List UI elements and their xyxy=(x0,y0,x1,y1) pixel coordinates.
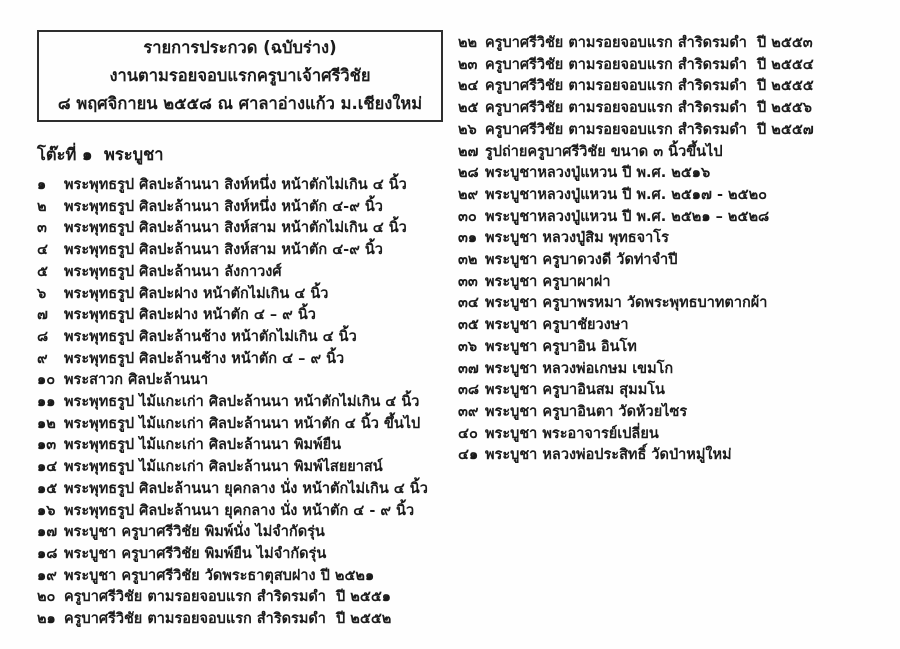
item-text: ครูบาศรีวิชัย ตามรอยจอบแรก สำริดรมดำ ปี ๒๕๕๕ xyxy=(485,78,814,95)
item-text: พระพุทธรูป ศิลปะล้านช้าง หน้าตักไม่เกิน ๔ นิ้ว xyxy=(64,328,357,345)
item-text: พระบูชาหลวงปู่แหวน ปี พ.ศ. ๒๕๑๗ - ๒๕๒๐ xyxy=(485,186,767,203)
list-item xyxy=(37,435,459,457)
item-text: พระบูชา หลวงปู่สิม พุทธจาโร xyxy=(485,230,669,247)
list-item xyxy=(37,566,459,588)
section-header-table-1: โต๊ะที่ ๑ พระบูชา xyxy=(37,145,164,164)
list-item xyxy=(458,207,896,229)
list-item xyxy=(37,175,459,197)
item-number: ๒๙ xyxy=(458,186,479,203)
list-item xyxy=(37,414,459,436)
item-number: ๑๓ xyxy=(37,437,57,454)
item-text: พระพุทธรูป ศิลปะล้านนา สิงห์หนึ่ง หน้าตักไม่เกิน ๔ นิ้ว xyxy=(64,177,407,193)
list-item xyxy=(37,522,459,544)
item-number: ๑๔ xyxy=(37,459,58,476)
list-item xyxy=(458,98,896,120)
list-item xyxy=(37,479,459,501)
list-item xyxy=(37,305,459,327)
item-text: พระบูชา ครูบาดวงดี วัดท่าจำปี xyxy=(485,252,678,269)
item-text: พระบูชา ครูบาศรีวิชัย วัดพระธาตุสบฝาง ปี ๒๕๒๑ xyxy=(64,567,375,584)
item-number: ๑๐ xyxy=(37,372,56,389)
list-item xyxy=(458,250,896,272)
list-item xyxy=(37,457,459,479)
right-column xyxy=(458,33,896,467)
item-text: พระพุทธรูป ไม้แกะเก่า ศิลปะล้านนา พิมพ์ไสยยาสน์ xyxy=(64,459,383,476)
item-number: ๔๐ xyxy=(458,425,478,442)
left-column xyxy=(37,143,459,631)
item-text: พระพุทธรูป ศิลปะฝาง หน้าตัก ๔ – ๙ นิ้ว xyxy=(64,307,316,324)
item-number: ๕ xyxy=(37,263,48,280)
list-item xyxy=(458,55,896,77)
item-text: ครูบาศรีวิชัย ตามรอยจอบแรก สำริดรมดำ ปี ๒๕๕๖ xyxy=(485,100,812,117)
item-number: ๒๒ xyxy=(458,35,478,51)
item-text: พระพุทธรูป ศิลปะล้านช้าง หน้าตัก ๔ – ๙ นิ้ว xyxy=(64,350,345,367)
item-number: ๒๘ xyxy=(458,165,479,182)
list-item xyxy=(458,185,896,207)
item-text: พระพุทธรูป ไม้แกะเก่า ศิลปะล้านนา หน้าตักไม่เกิน ๔ นิ้ว xyxy=(64,394,420,411)
list-item xyxy=(458,228,896,250)
list-item xyxy=(458,76,896,98)
list-item xyxy=(458,293,896,315)
item-text: พระบูชา ครูบาอินตา วัดห้วยไซร xyxy=(485,403,688,420)
item-number: ๖ xyxy=(37,285,47,302)
list-item xyxy=(37,349,459,371)
item-number: ๒ xyxy=(37,198,47,215)
list-item xyxy=(458,163,896,185)
item-text: พระพุทธรูป ไม้แกะเก่า ศิลปะล้านนา พิมพ์ยืน xyxy=(64,437,342,454)
item-text: พระบูชา หลวงพ่อประสิทธิ์ วัดป่าหมู่ใหม่ xyxy=(485,447,732,464)
item-text: พระพุทธรูป ไม้แกะเก่า ศิลปะล้านนา หน้าตัก ๔ นิ้ว ขึ้นไป xyxy=(64,415,421,432)
item-number: ๗ xyxy=(37,307,48,324)
item-number: ๓๖ xyxy=(458,338,478,355)
item-number: ๒๖ xyxy=(458,121,477,138)
item-number: ๑๙ xyxy=(37,567,57,584)
list-item xyxy=(458,445,896,467)
list-item xyxy=(37,262,459,284)
list-item xyxy=(37,501,459,523)
list-item xyxy=(37,609,459,631)
item-text: พระพุทธรูป ศิลปะล้านนา สิงห์หนึ่ง หน้าตัก ๔-๙ นิ้ว xyxy=(64,198,383,215)
list-item xyxy=(458,337,896,359)
item-text: พระสาวก ศิลปะล้านนา xyxy=(64,372,209,389)
item-text: พระพุทธรูป ศิลปะล้านนา ลังกาวงศ์ xyxy=(64,263,282,280)
item-number: ๒๗ xyxy=(458,143,479,160)
list-item xyxy=(458,120,896,142)
item-text: รูปถ่ายครูบาศรีวิชัย ขนาด ๓ นิ้วขึ้นไป xyxy=(485,143,723,160)
right-item-list xyxy=(458,33,896,467)
item-text: ครูบาศรีวิชัย ตามรอยจอบแรก สำริดรมดำ ปี ๒๕๕๒ xyxy=(64,611,392,628)
item-number: ๑๘ xyxy=(37,545,58,562)
item-number: ๑๖ xyxy=(37,502,56,519)
item-text: พระพุทธรูป ศิลปะล้านนา ยุคกลาง นั่ง หน้าตัก ๔ - ๙ นิ้ว xyxy=(64,502,415,519)
item-text: พระบูชาหลวงปู่แหวน ปี พ.ศ. ๒๕๑๖ xyxy=(485,165,711,182)
list-item xyxy=(37,197,459,219)
item-number: ๑๑ xyxy=(37,394,56,411)
item-number: ๙ xyxy=(37,350,48,367)
doc-title-line-3: ๘ พฤศจิกายน ๒๕๕๘ ณ ศาลาอ่างแก้ว ม.เชียงใหม่ xyxy=(57,94,423,113)
item-text: ครูบาศรีวิชัย ตามรอยจอบแรก สำริดรมดำ ปี ๒๕๕๔ xyxy=(485,56,814,73)
item-number: ๔ xyxy=(37,242,48,259)
item-number: ๒๓ xyxy=(458,56,478,73)
list-item xyxy=(37,392,459,414)
item-text: พระพุทธรูป ศิลปะล้านนา สิงห์สาม หน้าตัก ๔-๙ นิ้ว xyxy=(64,242,383,259)
list-item xyxy=(37,587,459,609)
item-text: พระบูชา ครูบาผาผ่า xyxy=(485,273,611,290)
item-number: ๘ xyxy=(37,328,49,345)
item-number: ๒๑ xyxy=(37,611,56,628)
list-item xyxy=(458,315,896,337)
item-text: พระบูชา ครูบาศรีวิชัย พิมพ์ยืน ไม่จำกัดรุ่น xyxy=(64,545,327,562)
item-text: ครูบาศรีวิชัย ตามรอยจอบแรก สำริดรมดำ ปี ๒๕๕๗ xyxy=(485,121,814,138)
list-item xyxy=(458,142,896,164)
item-text: พระบูชา ครูบาพรหมา วัดพระพุทธบาทตากผ้า xyxy=(485,295,768,312)
list-item xyxy=(37,218,459,240)
item-number: ๑ xyxy=(37,177,47,193)
left-item-list xyxy=(37,175,459,631)
item-number: ๑๒ xyxy=(37,415,56,432)
list-item xyxy=(37,327,459,349)
item-text: พระบูชา พระอาจารย์เปลี่ยน xyxy=(485,425,659,442)
item-number: ๓๐ xyxy=(458,208,477,225)
item-number: ๑๗ xyxy=(37,524,58,541)
item-number: ๓๕ xyxy=(458,317,479,334)
item-text: พระบูชาหลวงปู่แหวน ปี พ.ศ. ๒๕๒๑ – ๒๕๒๘ xyxy=(485,208,770,225)
doc-title-line-1: รายการประกวด (ฉบับร่าง) xyxy=(143,38,337,57)
item-text: ครูบาศรีวิชัย ตามรอยจอบแรก สำริดรมดำ ปี ๒๕๕๑ xyxy=(64,589,391,606)
list-item xyxy=(458,359,896,381)
item-number: ๒๕ xyxy=(458,100,479,117)
item-number: ๓๔ xyxy=(458,295,479,312)
item-text: ครูบาศรีวิชัย ตามรอยจอบแรก สำริดรมดำ ปี ๒๕๕๓ xyxy=(485,35,813,51)
item-number: ๓๘ xyxy=(458,382,480,399)
list-item xyxy=(458,272,896,294)
list-item xyxy=(458,402,896,424)
item-number: ๓๑ xyxy=(458,230,478,247)
list-item xyxy=(458,33,896,55)
item-number: ๑๕ xyxy=(37,480,58,497)
item-text: พระบูชา ครูบาชัยวงษา xyxy=(485,317,629,334)
doc-title-line-2: งานตามรอยจอบแรกครูบาเจ้าศรีวิชัย xyxy=(109,66,371,85)
item-number: ๓๓ xyxy=(458,273,478,290)
item-text: พระพุทธรูป ศิลปะล้านนา ยุคกลาง นั่ง หน้าตักไม่เกิน ๔ นิ้ว xyxy=(64,480,428,497)
item-text: พระบูชา ครูบาอิน อินโท xyxy=(485,338,637,355)
item-number: ๓๙ xyxy=(458,403,479,420)
list-item xyxy=(37,370,459,392)
list-item xyxy=(458,380,896,402)
item-text: พระบูชา ครูบาอินสม สุมมโน xyxy=(485,382,665,399)
item-text: พระบูชา หลวงพ่อเกษม เขมโก xyxy=(485,360,674,377)
list-item xyxy=(458,424,896,446)
item-text: พระพุทธรูป ศิลปะล้านนา สิงห์สาม หน้าตักไม่เกิน ๔ นิ้ว xyxy=(64,220,407,237)
item-number: ๓๗ xyxy=(458,360,479,377)
list-item xyxy=(37,240,459,262)
item-text: พระบูชา ครูบาศรีวิชัย พิมพ์นั่ง ไม่จำกัดรุ่น xyxy=(64,524,325,541)
title-box xyxy=(37,30,443,122)
list-item xyxy=(37,544,459,566)
item-text: พระพุทธรูป ศิลปะฝาง หน้าตักไม่เกิน ๔ นิ้ว xyxy=(64,285,329,302)
list-item xyxy=(37,284,459,306)
item-number: ๒๔ xyxy=(458,78,479,95)
item-number: ๓ xyxy=(37,220,47,237)
item-number: ๒๐ xyxy=(37,589,56,606)
item-number: ๔๑ xyxy=(458,447,479,464)
item-number: ๓๒ xyxy=(458,252,478,269)
